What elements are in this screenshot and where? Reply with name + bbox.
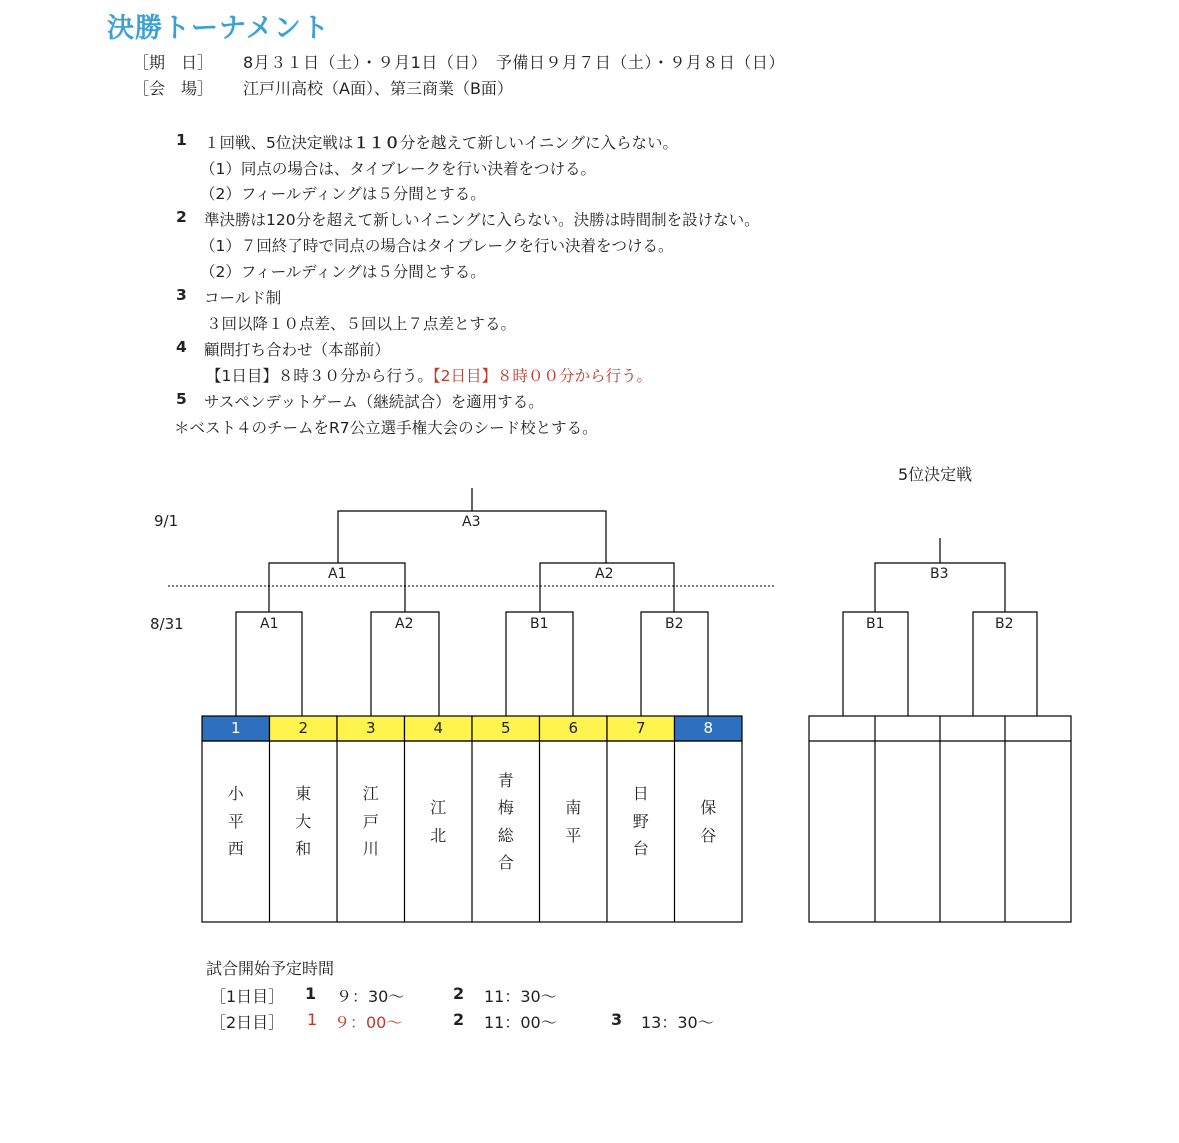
team-name-char: 西 [227, 839, 244, 859]
schedule-day2-game1-number: 1 [307, 1010, 318, 1029]
team-name-char: 谷 [700, 825, 717, 845]
rule-4-day1: 【1日目】８時３０分から行う。 [206, 367, 433, 385]
rule-1-number: 1 [176, 131, 187, 149]
team-name-char: 江 [430, 798, 447, 817]
schedule-day2-game3-time: 13：30〜 [641, 1013, 714, 1032]
team-name-char: 青 [497, 770, 514, 790]
bracket-first-3-label: B1 [530, 616, 549, 632]
team-name-char: 総 [497, 825, 514, 845]
team-name [472, 767, 540, 877]
rule-1-text-a: １回戦、5位決定戦は [204, 134, 354, 152]
seed-number: 8 [703, 719, 714, 737]
seed-number: 7 [635, 719, 646, 737]
date-value: 8月３１日（土）・９月1日（日） 予備日９月７日（土）・９月８日（日） [243, 53, 785, 72]
team-name-char: 川 [362, 839, 379, 859]
seed-number: 2 [298, 719, 309, 737]
seed-number: 6 [568, 719, 579, 737]
bracket-first-2-label: A2 [395, 616, 414, 632]
team-name [405, 794, 473, 849]
date-first-label: 8/31 [150, 615, 184, 633]
schedule-day2-label: ［2日目］ [210, 1013, 285, 1032]
date-final-label: 9/1 [154, 512, 179, 530]
team-name-char: 台 [632, 839, 649, 859]
team-name-char: 平 [565, 825, 582, 845]
fifth-first-1-label: B1 [866, 616, 885, 632]
date-label: ［期 日］ [133, 53, 214, 72]
team-name [540, 794, 608, 849]
rule-2-text: 準決勝は120分を超えて新しいイニングに入らない。決勝は時間制を設けない。 [204, 211, 760, 229]
fifth-first-2-label: B2 [995, 616, 1014, 632]
schedule-title: 試合開始予定時間 [206, 959, 335, 978]
seed-number: 3 [365, 719, 376, 737]
team-name-char: 平 [227, 811, 244, 831]
team-name-char: 野 [632, 811, 649, 831]
team-name-char: 和 [295, 839, 312, 859]
rule-4-day2: 【2日目】８時００分から行う。 [432, 367, 652, 385]
team-name-char: 東 [295, 784, 312, 804]
page-title: 決勝トーナメント [107, 13, 330, 44]
team-name-char: 北 [430, 825, 447, 845]
team-name [270, 780, 338, 863]
seed-number: 1 [230, 719, 241, 737]
schedule-day2-game2-time: 11：00〜 [484, 1013, 557, 1032]
rule-5-number: 5 [176, 390, 187, 408]
team-name-char: 戸 [362, 811, 379, 831]
bracket-first-1-label: A1 [260, 616, 279, 632]
venue-value: 江戸川高校（A面）、第三商業（B面） [243, 79, 513, 98]
team-name-char: 合 [497, 853, 514, 872]
schedule-day1-game1-time: ９：30〜 [336, 987, 405, 1006]
team-name [337, 780, 405, 863]
rule-3-sub-1: ３回以降１０点差、５回以上７点差とする。 [206, 315, 517, 333]
rule-3-number: 3 [176, 286, 187, 304]
team-name-char: 江 [362, 784, 379, 804]
team-name [202, 780, 270, 863]
schedule-day2-game3-number: 3 [611, 1010, 623, 1029]
rule-5-text: サスペンデットゲーム（継続試合）を適用する。 [204, 393, 544, 411]
schedule-day1-label: ［1日目］ [210, 987, 285, 1006]
rule-1-text-b: １１０ [353, 134, 400, 152]
team-name-char: 保 [700, 798, 717, 817]
team-name-char: 小 [227, 784, 244, 804]
rule-2-number: 2 [176, 208, 187, 226]
rule-1-sub-1: （1）同点の場合は、タイブレークを行い決着をつける。 [200, 160, 596, 178]
rule-3-text: コールド制 [204, 289, 282, 307]
venue-label: ［会 場］ [133, 79, 214, 98]
team-name [675, 794, 743, 849]
schedule-day1-game2-number: 2 [453, 984, 465, 1003]
fifth-title: 5位決定戦 [898, 465, 973, 484]
schedule-day1-game1-number: 1 [305, 984, 317, 1003]
rule-2-sub-2: （2）フィールディングは５分間とする。 [200, 263, 486, 281]
schedule-day2-game2-number: 2 [453, 1010, 465, 1029]
fifth-final-label: B3 [930, 566, 949, 582]
bracket-semi-2-label: A2 [595, 566, 614, 582]
team-name-char: 大 [295, 811, 312, 831]
schedule-day1-game2-time: 11：30〜 [484, 987, 557, 1006]
team-name-char: 南 [565, 798, 582, 817]
seed-number: 5 [500, 719, 511, 737]
rule-2-sub-1: （1）７回終了時で同点の場合はタイブレークを行い決着をつける。 [200, 237, 674, 255]
team-name [607, 780, 675, 863]
rule-note: ＊ベスト４のチームをR7公立選手権大会のシード校とする。 [174, 419, 598, 437]
seed-number: 4 [433, 719, 444, 737]
schedule-day2-game1-time: ９：00〜 [334, 1013, 403, 1032]
bracket-semi-1-label: A1 [328, 566, 347, 582]
rule-1-text-c: 分を越えて新しいイニングに入らない。 [399, 134, 678, 152]
rule-1-sub-2: （2）フィールディングは５分間とする。 [200, 185, 486, 203]
team-name-char: 梅 [497, 798, 514, 817]
team-name-char: 日 [632, 784, 649, 804]
bracket-first-4-label: B2 [665, 616, 684, 632]
rule-4-text: 顧問打ち合わせ（本部前） [204, 341, 391, 359]
bracket-final-label: A3 [462, 514, 481, 530]
rule-4-number: 4 [176, 338, 187, 356]
